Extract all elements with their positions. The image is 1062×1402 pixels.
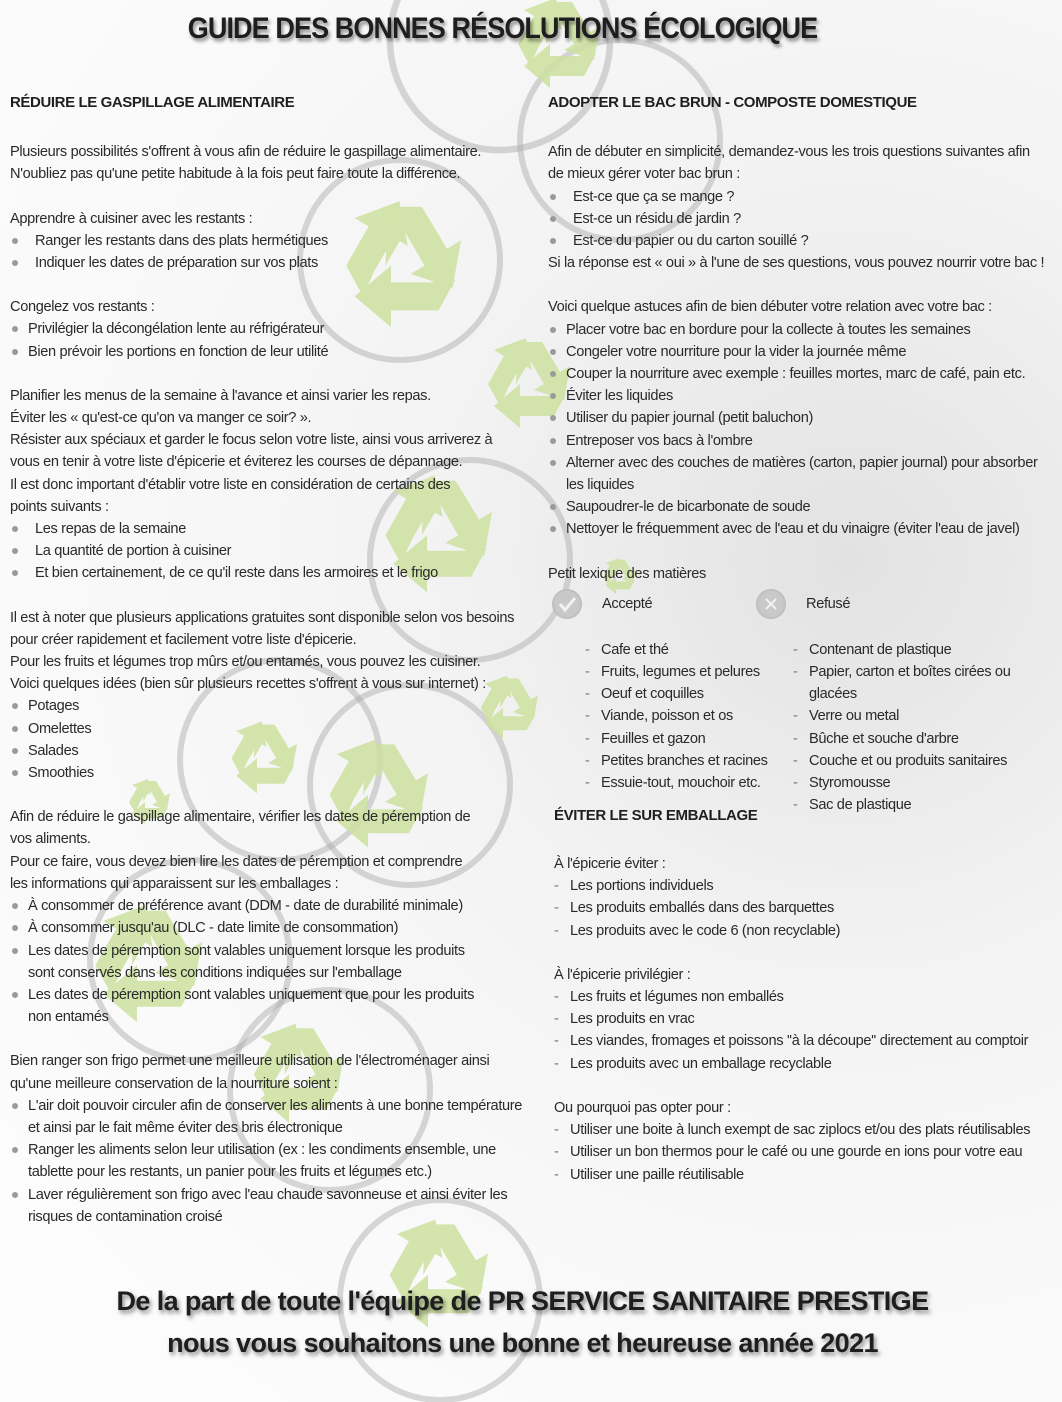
compost-intro: Afin de débuter en simplicité, demandez-vous les trois questions suivantes afin de mieux gérer voter bac brun : [548,144,1030,183]
cook-list [10,230,530,274]
list-item: - Sac de plastique [793,794,1053,816]
list-item: L'air doit pouvoir circuler afin de conserver les aliments à une bonne température et ainsi par le fait même éviter des bris électronique [10,1095,530,1139]
list-item: - Utiliser un bon thermos pour le café ou une gourde en ions pour votre eau [554,1141,1053,1163]
list-item: Potages [10,695,530,717]
list-item: - Essuie-tout, mouchoir etc. [585,772,768,794]
right-column [548,92,1053,1186]
questions-list [548,186,1053,253]
refused-list [793,639,1053,817]
tips-label: Voici quelque astuces afin de bien débuter votre relation avec votre bac : [548,299,992,316]
list-item: Est-ce du papier ou du carton souillé ? [548,230,1053,252]
list-item: Indiquer les dates de préparation sur vos plats [10,252,530,274]
list-item: - Les fruits et légumes non emballés [554,986,1053,1008]
intro-line: N'oubliez pas qu'une petite habitude à la fois peut faire toute la différence. [10,166,461,183]
list-item: - Viande, poisson et os [585,705,768,727]
answer-text: Si la réponse est « oui » à l'une de ses questions, vous pouvez nourrir votre bac ! [548,255,1045,272]
lexicon-table [548,585,1053,814]
list-item: À consommer jusqu'au (DLC - date limite de consommation) [10,917,490,939]
page-title: GUIDE DES BONNES RÉSOLUTIONS ÉCOLOGIQUE [187,12,818,45]
apps-text: Il est à noter que plusieurs applications gratuites sont disponible selon vos besoins pour créer rapidement et facilement votre liste d'épicerie. [10,609,515,648]
apps-text: Pour les fruits et légumes trop mûrs et/ou entamés, vous pouvez les cuisiner. [10,654,481,671]
list-item: Les dates de péremption sont valables uniquement que pour les produits non entamés [10,984,490,1028]
prefer-label: À l'épicerie privilégier : [554,966,691,983]
list-item: Couper la nourriture avec exemple : feuilles mortes, marc de café, pain etc. [548,363,1053,385]
list-item: Est-ce un résidu de jardin ? [548,208,1053,230]
list-item: - Les portions individuels [554,875,1053,897]
list-item: Les dates de péremption sont valables uniquement lorsque les produits sont conservés dans les conditions indiquées sur l'emballage [10,940,490,984]
list-item: - Les produits emballés dans des barquettes [554,897,1053,919]
list-item: Omelettes [10,718,530,740]
list-item: - Les produits avec le code 6 (non recyclable) [554,920,1053,942]
list-item: - Papier, carton et boîtes cirées ou glacées [793,661,1053,705]
footer-line-1: De la part de toute l'équipe de PR SERVICE SANITAIRE PRESTIGE [116,1286,929,1316]
list-item: Nettoyer le fréquemment avec de l'eau et du vinaigre (éviter l'eau de javel) [548,518,1053,540]
list-item: - Cafe et thé [585,639,768,661]
apps-text: Voici quelques idées (bien sûr plusieurs recettes s'offrent à vous sur internet) : [10,676,486,693]
list-item: - Les produits avec un emballage recyclable [554,1053,1053,1075]
lexicon-label: Petit lexique des matières [548,565,707,582]
list-item: - Couche et ou produits sanitaires [793,750,1053,772]
accepted-label: Accepté [602,595,653,612]
list-item: Bien prévoir les portions en fonction de leur utilité [10,341,530,363]
opt-list [554,1119,1053,1186]
dates-text: Pour ce faire, vous devez bien lire les dates de péremption et comprendre les informations qui apparaissent sur les emballages : [10,853,463,892]
list-item: Ranger les restants dans des plats hermétiques [10,230,530,252]
check-icon [552,589,582,619]
freeze-list [10,318,530,362]
opt-label: Ou pourquoi pas opter pour : [554,1099,731,1116]
list-item: - Utiliser une boite à lunch exempt de sac ziplocs et/ou des plats réutilisables [554,1119,1053,1141]
fridge-text: Bien ranger son frigo permet une meilleure utilisation de l'électroménager ainsi qu'une meilleure conservation de la nourriture soient : [10,1053,490,1092]
list-item: Les repas de la semaine [10,518,530,540]
list-item: - Les produits en vrac [554,1008,1053,1030]
list-item: Est-ce que ça se mange ? [548,186,1053,208]
plan-text: Résister aux spéciaux et garder le focus selon votre liste, ainsi vous arriverez à vous en tenir à votre liste d'épicerie et éviterez les courses de dépannage. [10,432,493,471]
cross-icon [756,589,786,619]
list-item: Ranger les aliments selon leur utilisation (ex : les condiments ensemble, une tablette pour les restants, un panier pour les fruits et légumes etc.) [10,1139,530,1183]
list-item: Alterner avec des couches de matières (carton, papier journal) pour absorber les liquides [548,452,1053,496]
accepted-header [552,589,652,619]
list-item: - Bûche et souche d'arbre [793,728,1053,750]
refused-label: Refusé [806,595,851,612]
list-item: Congeler votre nourriture pour la vider la journée même [548,341,1053,363]
list-item: - Les viandes, fromages et poissons ''à la découpe'' directement au comptoir [554,1030,1053,1052]
fridge-list [10,1095,530,1228]
list-item: Et bien certainement, de ce qu'il reste dans les armoires et le frigo [10,562,530,584]
accepted-list [585,639,768,794]
list-item: À consommer de préférence avant (DDM - date de durabilité minimale) [10,895,490,917]
list-item: - Fruits, legumes et pelures [585,661,768,683]
list-item: - Oeuf et coquilles [585,683,768,705]
avoid-list [554,875,1053,942]
list-item: Éviter les liquides [548,385,1053,407]
list-item: - Contenant de plastique [793,639,1053,661]
plan-text: Planifier les menus de la semaine à l'avance et ainsi varier les repas. [10,387,431,404]
left-column [10,92,530,1228]
plan-list [10,518,530,585]
plan-text: Éviter les « qu'est-ce qu'on va manger ce soir? ». [10,410,312,427]
refused-header [756,589,850,619]
compost-heading: ADOPTER LE BAC BRUN - COMPOSTE DOMESTIQUE [548,94,917,111]
list-item: Placer votre bac en bordure pour la collecte à toutes les semaines [548,319,1053,341]
list-item: - Styromousse [793,772,1053,794]
intro-line: Plusieurs possibilités s'offrent à vous afin de réduire le gaspillage alimentaire. [10,144,482,161]
list-item: La quantité de portion à cuisiner [10,540,530,562]
list-item: Entreposer vos bacs à l'ombre [548,430,1053,452]
prefer-list [554,986,1053,1075]
footer-line-2: nous vous souhaitons une bonne et heureuse année 2021 [167,1328,878,1358]
dates-list [10,895,490,1028]
list-item: Saupoudrer-le de bicarbonate de soude [548,496,1053,518]
list-item: Salades [10,740,530,762]
avoid-label: À l'épicerie éviter : [554,856,666,873]
list-item: Privilégier la décongélation lente au réfrigérateur [10,318,530,340]
list-item: - Utiliser une paille réutilisable [554,1164,1053,1186]
freeze-label: Congelez vos restants : [10,299,155,316]
ideas-list [10,695,530,784]
cook-label: Apprendre à cuisiner avec les restants : [10,210,253,227]
list-item: Utiliser du papier journal (petit baluchon) [548,407,1053,429]
dates-text: Afin de réduire le gaspillage alimentaire, vérifier les dates de péremption de vos aliments. [10,809,471,848]
list-item: - Verre ou metal [793,705,1053,727]
tips-list [548,319,1053,541]
list-item: Smoothies [10,762,530,784]
list-item: Laver régulièrement son frigo avec l'eau chaude savonneuse et ainsi éviter les risques de contamination croisé [10,1184,530,1228]
list-item: - Petites branches et racines [585,750,768,772]
plan-text: Il est donc important d'établir votre liste en considération de certains des points suivants : [10,476,451,515]
list-item: - Feuilles et gazon [585,728,768,750]
food-waste-heading: RÉDUIRE LE GASPILLAGE ALIMENTAIRE [10,94,295,111]
packaging-heading: ÉVITER LE SUR EMBALLAGE [554,806,758,824]
